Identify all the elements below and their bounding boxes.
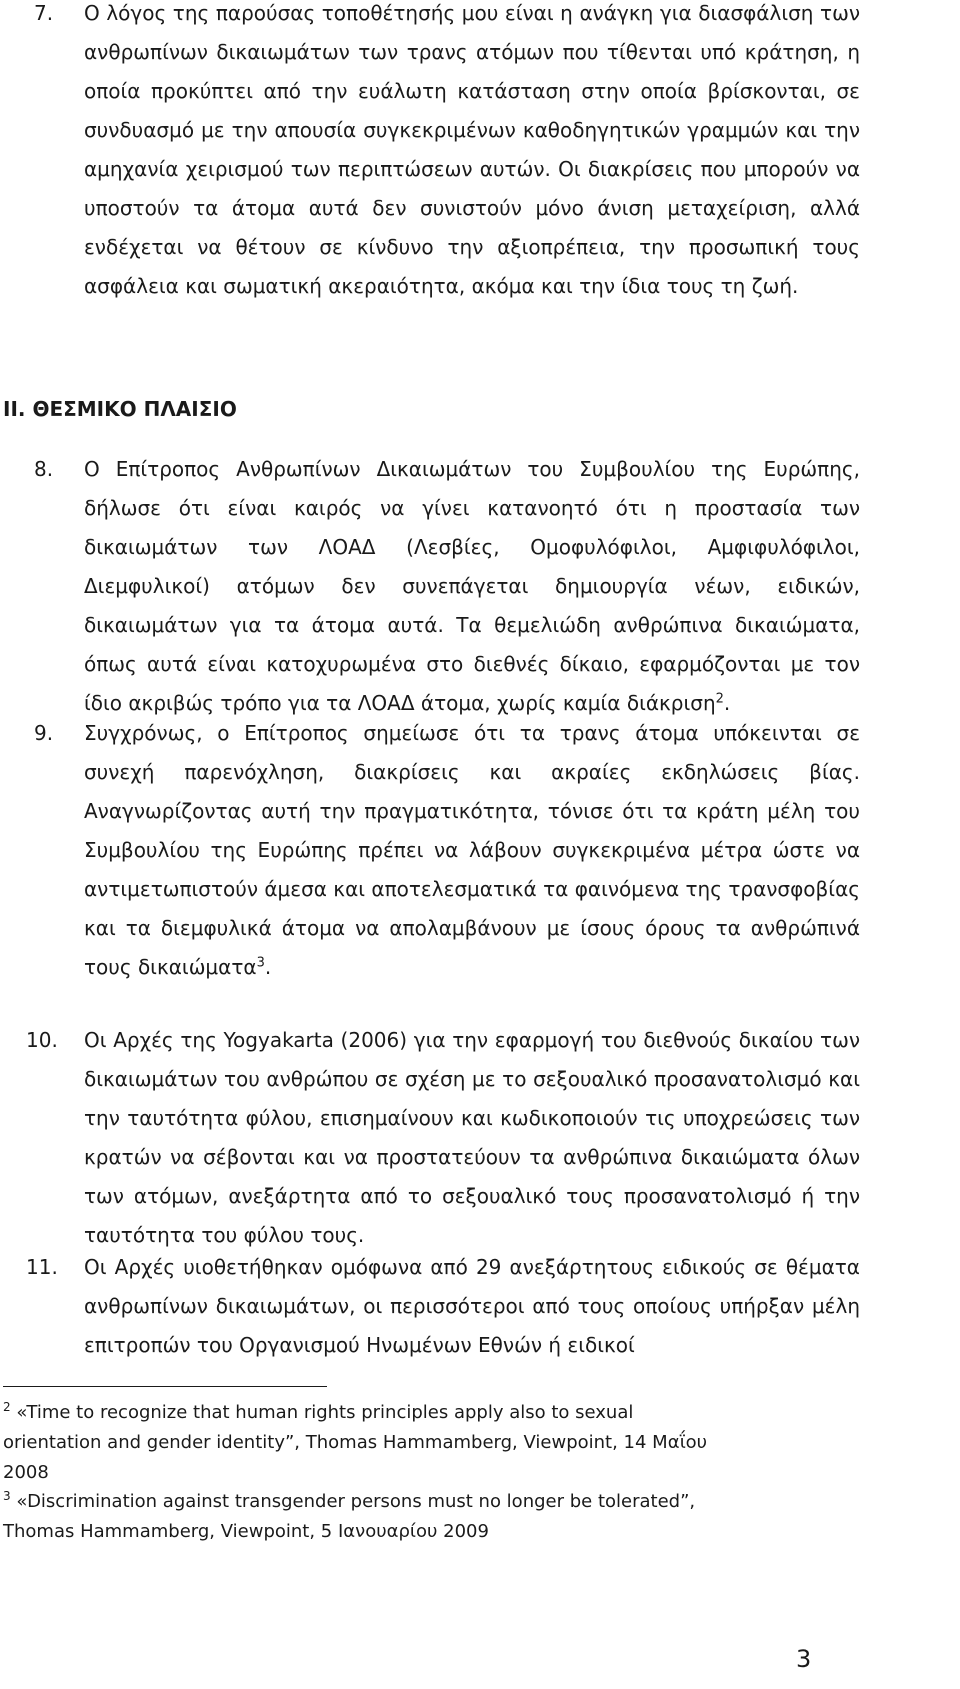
paragraph-10-number: 10. [26, 1028, 58, 1052]
paragraph-11-number: 11. [26, 1255, 58, 1279]
paragraph-10: Οι Αρχές της Yogyakarta (2006) για την εφαρμογή του διεθνούς δικαίου των δικαιωμάτων του ανθρώπου σε σχέση με το σεξουαλικό προσανατολισμό και την ταυτότητα φύλου, επισημαίνουν και κωδικοποιούν τις υποχρεώσεις των κρατών να σέβονται και να προστατεύουν τα ανθρώπινα δικαιώματα όλων των ατόμων, ανεξάρτητα από το σεξουαλικό τους προσανατολισμό ή την ταυτότητα του φύλου τους. [84, 1028, 860, 1247]
footnote-2-line-3: 2008 [3, 1462, 49, 1483]
footnote-3-marker: 3 [3, 1489, 11, 1503]
paragraph-8-end: . [723, 691, 731, 715]
paragraph-9 [84, 714, 860, 987]
footnote-2-line-2: orientation and gender identity”, Thomas Hammamberg, Viewpoint, 14 Μαΐου [3, 1432, 708, 1453]
page-number: 3 [796, 1645, 812, 1673]
section-heading: II. ΘΕΣΜΙΚΟ ΠΛΑΙΣΙΟ [3, 397, 237, 421]
paragraph-9-text: Συγχρόνως, ο Επίτροπος σημείωσε ότι τα τρανς άτομα υπόκεινται σε συνεχή παρενόχληση, διακρίσεις και ακραίες εκδηλώσεις βίας. Αναγνωρίζοντας αυτή την πραγματικότητα, τόνισε ότι τα κράτη μέλη του Συμβουλίου της Ευρώπης πρέπει να λάβουν συγκεκριμένα μέτρα ώστε να αντιμετωπιστούν άμεσα και αποτελεσματικά τα φαινόμενα της τρανσφοβίας και τα διεμφυλικά άτομα να απολαμβάνουν με ίσους όρους τα ανθρώπινά τους δικαιώματα [84, 721, 860, 979]
paragraph-8-text: Ο Επίτροπος Ανθρωπίνων Δικαιωμάτων του Συμβουλίου της Ευρώπης, δήλωσε ότι είναι καιρός να γίνει κατανοητό ότι η προστασία των δικαιωμάτων των ΛΟΑΔ (Λεσβίες, Ομοφυλόφιλοι, Αμφιφυλόφιλοι, Διεμφυλικοί) ατόμων δεν συνεπάγεται δημιουργία νέων, ειδικών, δικαιωμάτων για τα άτομα αυτά. Τα θεμελιώδη ανθρώπινα δικαιώματα, όπως αυτά είναι κατοχυρωμένα στο διεθνές δίκαιο, εφαρμόζονται με τον ίδιο ακριβώς τρόπο για τα ΛΟΑΔ άτομα, χωρίς καμία διάκριση [84, 457, 860, 715]
paragraph-8-number: 8. [34, 457, 54, 481]
footnote-2 [3, 1398, 833, 1488]
paragraph-9-end: . [264, 955, 272, 979]
footnote-3-line-2: Thomas Hammamberg, Viewpoint, 5 Ιανουαρίου 2009 [3, 1521, 489, 1542]
footnote-3-line-1: «Discrimination against transgender persons must no longer be tolerated”, [16, 1491, 696, 1512]
footnote-ref-2[interactable]: 2 [715, 691, 724, 707]
footnote-2-marker: 2 [3, 1400, 11, 1414]
paragraph-9-number: 9. [34, 721, 54, 745]
paragraph-11: Οι Αρχές υιοθετήθηκαν ομόφωνα από 29 ανεξάρτητους ειδικούς σε θέματα ανθρωπίνων δικαιωμάτων, οι περισσότεροι από τους οποίους υπήρξαν μέλη επιτροπών του Οργανισμού Ηνωμένων Εθνών ή ειδικοί [84, 1255, 860, 1357]
paragraph-7-number: 7. [34, 1, 54, 25]
footnote-ref-3[interactable]: 3 [256, 955, 265, 971]
footnote-3 [3, 1487, 833, 1547]
paragraph-7: Ο λόγος της παρούσας τοποθέτησής μου είναι η ανάγκη για διασφάλιση των ανθρωπίνων δικαιωμάτων των τρανς ατόμων που τίθενται υπό κράτηση, η οποία προκύπτει από την ευάλωτη κατάσταση στην οποία βρίσκονται, σε συνδυασμό με την απουσία συγκεκριμένων καθοδηγητικών γραμμών και την αμηχανία χειρισμού των περιπτώσεων αυτών. Οι διακρίσεις που μπορούν να υποστούν τα άτομα αυτά δεν συνιστούν μόνο άνιση μεταχείριση, αλλά ενδέχεται να θέτουν σε κίνδυνο την αξιοπρέπεια, την προσωπική τους ασφάλεια και σωματική ακεραιότητα, ακόμα και την ίδια τους τη ζωή. [84, 1, 860, 298]
footnote-separator [3, 1386, 327, 1387]
paragraph-8 [84, 450, 860, 723]
footnote-2-line-1: «Time to recognize that human rights principles apply also to sexual [16, 1402, 634, 1423]
